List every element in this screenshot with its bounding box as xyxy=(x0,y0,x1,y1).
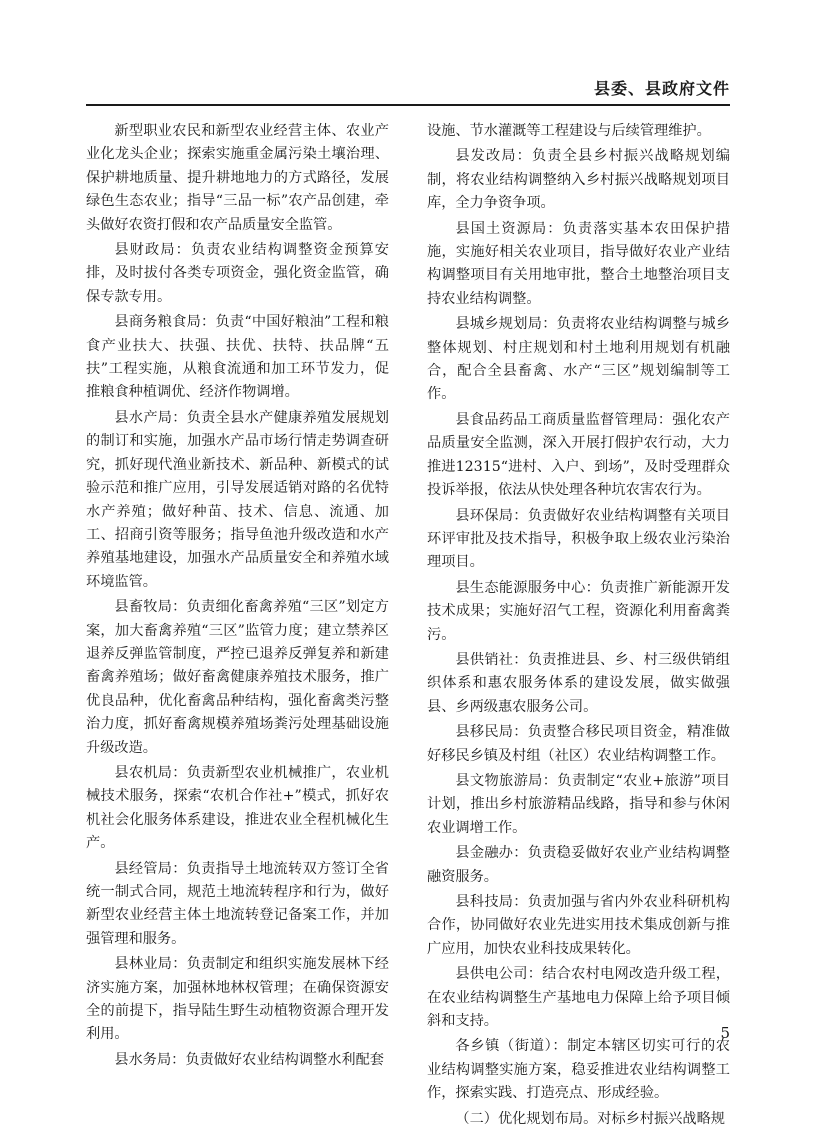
paragraph: 县发改局：负责全县乡村振兴战略规划编制，将农业结构调整纳入乡村振兴战略规划项目库，全力争资争项。 xyxy=(427,148,730,212)
page-number: 5 xyxy=(720,1024,730,1042)
paragraph: 县科技局：负责加强与省内外农业科研机构合作，协同做好农业先进实用技术集成创新与推广应用，加快农业科技成果转化。 xyxy=(427,894,730,957)
paragraph: 县文物旅游局：负责制定“农业+旅游”项目计划，推出乡村旅游精品线路，指导和参与休闲农业调增工作。 xyxy=(427,772,730,836)
paragraph: 县农机局：负责新型农业机械推广，农业机械技术服务，探索“农机合作社+”模式，抓好农机社会化服务体系建设，推进农业全程机械化生产。 xyxy=(86,764,389,852)
paragraph: 县移民局：负责整合移民项目资金，精准做好移民乡镇及村组（社区）农业结构调整工作。 xyxy=(427,724,730,764)
paragraph: 新型职业农民和新型农业经营主体、农业产业化龙头企业；探索实施重金属污染土壤治理、保护耕地质量、提升耕地地力的方式路径，发展绿色生态农业；指导“三品一标”农产品创建，牵头做好农资打假和农产品质量安全监管。 xyxy=(86,123,389,233)
paragraph: 各乡镇（街道）：制定本辖区切实可行的农业结构调整实施方案，稳妥推进农业结构调整工作，探索实践、打造亮点、形成经验。 xyxy=(427,1038,730,1102)
paragraph: 县林业局：负责制定和组织实施发展林下经济实施方案，加强林地林权管理；在确保资源安全的前提下，指导陆生野生动植物资源合理开发利用。 xyxy=(86,956,389,1043)
paragraph: 县商务粮食局：负责“中国好粮油”工程和粮食产业扶大、扶强、扶优、扶特、扶品牌“五扶”工程实施，从粮食流通和加工环节发力，促推粮食种植调优、经济作物调增。 xyxy=(86,314,389,401)
header-title: 县委、县政府文件 xyxy=(593,79,730,98)
paragraph: 县生态能源服务中心：负责推广新能源开发技术成果；实施好沼气工程，资源化利用畜禽粪污。 xyxy=(427,579,730,643)
header-rule xyxy=(86,104,730,106)
paragraph: 县金融办：负责稳妥做好农业产业结构调整融资服务。 xyxy=(427,845,730,885)
paragraph: 县供销社：负责推进县、乡、村三级供销组织体系和惠农服务体系的建设发展，做实做强县、乡两级惠农服务公司。 xyxy=(427,651,730,715)
paragraph: 县畜牧局：负责细化畜禽养殖“三区”划定方案，加大畜禽养殖“三区”监管力度；建立禁养区退养反弹监管制度，严控已退养反弹复养和新建畜禽养殖场；做好畜禽健康养殖技术服务，推广优良品种，优化畜禽品种结构，强化畜禽类污整治力度，抓好畜禽规模养殖场粪污处理基础设施升级改造。 xyxy=(86,599,389,756)
paragraph: 县国土资源局：负责落实基本农田保护措施，实施好相关农业项目，指导做好农业产业结构调整项目有关用地审批，整合土地整治项目支持农业结构调整。 xyxy=(427,220,730,307)
paragraph: 设施、节水灌溉等工程建设与后续管理维护。 xyxy=(427,123,711,139)
running-header xyxy=(86,76,730,106)
paragraph: 县供电公司：结合农村电网改造升级工程，在农业结构调整生产基地电力保障上给予项目倾斜和支持。 xyxy=(427,966,730,1030)
paragraph: 县经管局：负责指导土地流转双方签订全省统一制式合同，规范土地流转程序和行为，做好新型农业经营主体土地流转登记备案工作，并加强管理和服务。 xyxy=(86,860,389,947)
left-column xyxy=(86,120,389,1074)
right-column xyxy=(427,120,730,1133)
paragraph: 县水务局：负责做好农业结构调整水利配套 xyxy=(114,1051,384,1068)
paragraph: 县财政局：负责农业结构调整资金预算安排，及时拔付各类专项资金，强化资金监管，确保专款专用。 xyxy=(86,242,389,305)
paragraph: 县食品药品工商质量监督管理局：强化农产品质量安全监测，深入开展打假护农行动，大力推进12315“进村、入户、到场”，及时受理群众投诉举报，依法从快处理各种坑农害农行为。 xyxy=(427,411,730,499)
paragraph: （二）优化规划布局。对标乡村振兴战略规 xyxy=(455,1110,725,1127)
paragraph: 县城乡规划局：负责将农业结构调整与城乡整体规划、村庄规划和村土地利用规划有机融合，配合全县畜禽、水产“三区”规划编制等工作。 xyxy=(427,316,730,403)
paragraph: 县水产局：负责全县水产健康养殖发展规划的制订和实施，加强水产品市场行情走势调查研究，抓好现代渔业新技术、新品种、新模式的试验示范和推广应用，引导发展适销对路的名优特水产养殖；做好种苗、技术、信息、流通、加工、招商引资等服务；指导鱼池升级改造和水产养殖基地建设，加强水产品质量安全和养殖水域环境监管。 xyxy=(86,409,389,590)
paragraph: 县环保局：负责做好农业结构调整有关项目环评审批及技术指导，积极争取上级农业污染治理项目。 xyxy=(427,507,730,571)
